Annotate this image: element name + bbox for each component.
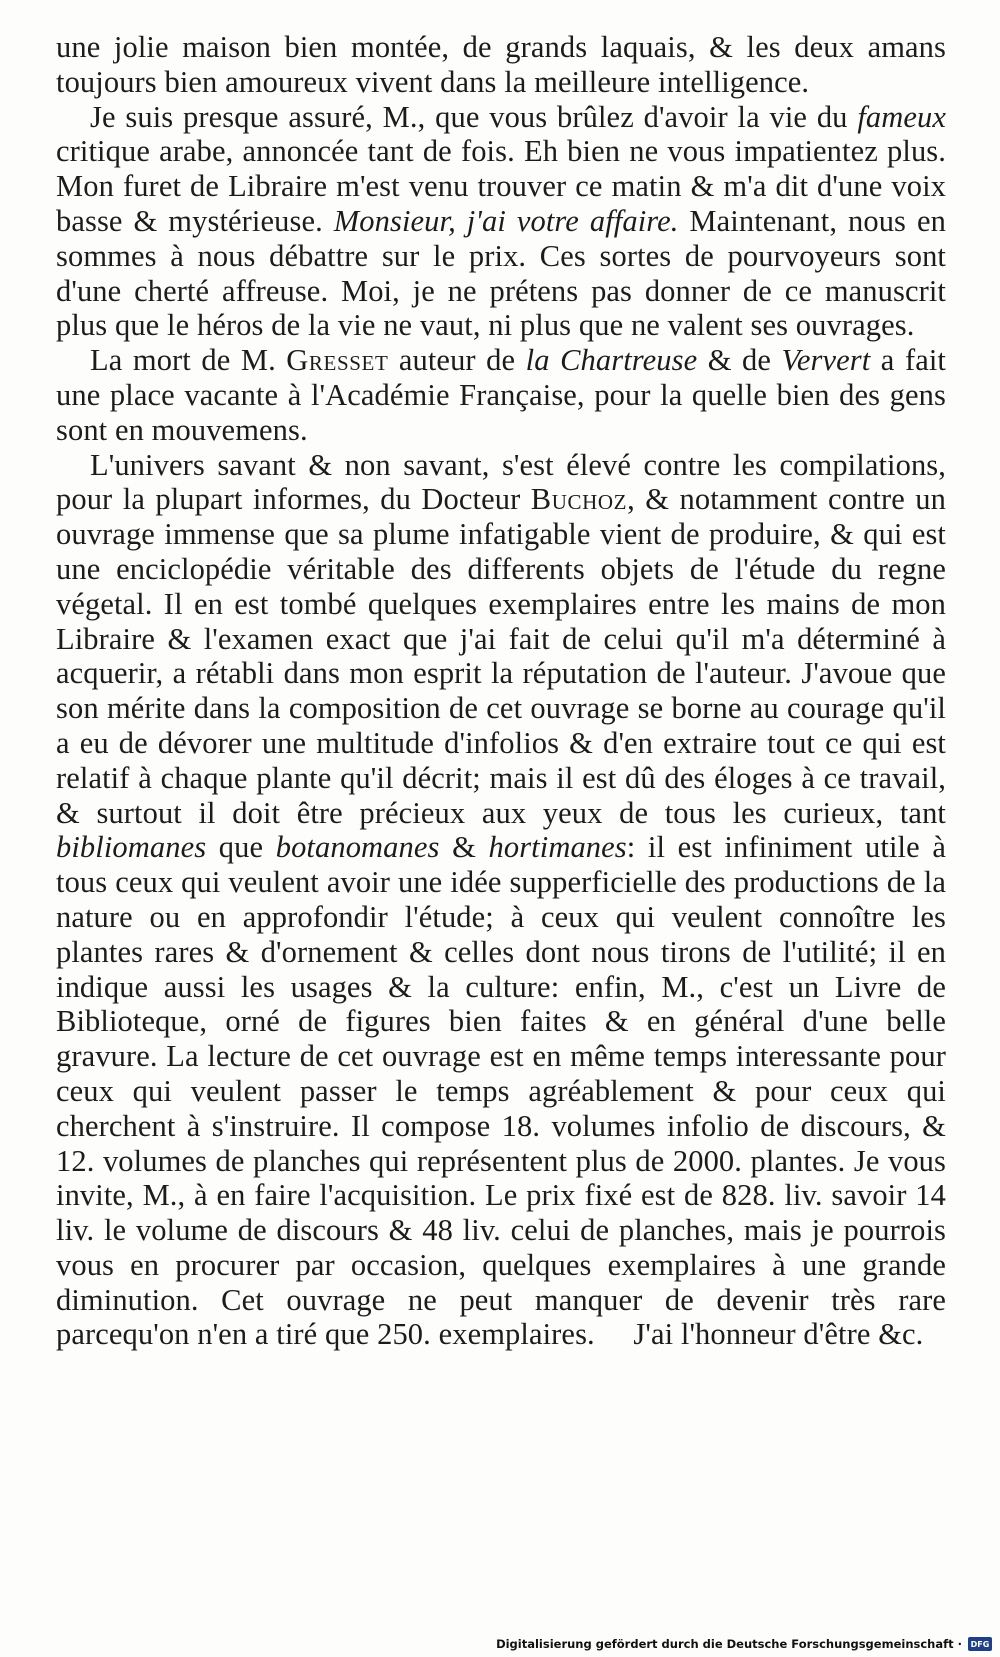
text-italic: Ververt bbox=[781, 343, 871, 378]
paragraph bbox=[56, 30, 946, 100]
text-run: Je suis presque assuré, M., que vous brûlez d'avoir la vie du bbox=[90, 99, 858, 134]
text-run: : il est infiniment utile à tous ceux qui veulent avoir une idée supperficielle des productions de la nature ou en approfondir l'étude; à ceux qui veulent connoître les plantes rares & d'ornement & celles dont nous tirons de l'utilité; il en indique aussi les usages & la culture: enfin, M., c'est un Livre de Biblioteque, orné de figures bien faites & en général d'une belle gravure. La lecture de cet ouvrage est en même temps interessante pour ceux qui veulent passer le temps agréablement & pour ceux qui cherchent à s'instruire. Il compose 18. volumes infolio de discours, & 12. volumes de planches qui représentent plus de 2000. plantes. Je vous invite, M., à en faire l'acquisition. Le prix fixé est de 828. liv. savoir 14 liv. le volume de discours & 48 liv. celui de planches, mais je pourrois vous en procurer par occasion, quelques exemplaires à une grande diminution. Cet ouvrage ne peut manquer de devenir très rare parcequ'on n'en a tiré que 250. exemplaires. bbox=[56, 830, 946, 1352]
text-smallcaps: Gresset bbox=[286, 343, 389, 378]
paragraph bbox=[56, 448, 946, 1353]
text-italic: bibliomanes bbox=[56, 830, 207, 865]
spacer bbox=[595, 1317, 634, 1351]
digitization-credit bbox=[496, 1637, 992, 1651]
text-run: , & notamment contre un ouvrage immense que sa plume infatigable vient de produire, & qui est une enciclopédie véritable des differents objets de l'étude du regne végetal. Il en est tombé quelques exemplaires entre les mains de mon Libraire & l'examen exact que j'ai fait de celui qu'il m'a déterminé à acquerir, a rétabli dans mon esprit la réputation de l'auteur. J'avoue que son mérite dans la composition de cet ouvrage se borne au courage qu'il a eu de dévorer une multitude d'infolios & d'en extraire tout ce qui est relatif à chaque plante qu'il décrit; mais il est dû des éloges à ce travail, & surtout il doit être précieux aux yeux de tous les curieux, tant bbox=[56, 482, 946, 830]
text-run: La mort de M. bbox=[90, 343, 287, 378]
paragraph bbox=[56, 343, 946, 447]
text-smallcaps: Buchoz bbox=[530, 482, 628, 517]
text-run: auteur de bbox=[388, 343, 526, 378]
text-italic: Monsieur, j'ai votre affaire. bbox=[333, 203, 679, 238]
text-italic: la Chartreuse bbox=[525, 343, 698, 378]
closing-line: J'ai l'honneur d'être &c. bbox=[633, 1317, 924, 1352]
text-run: Maintenant, nous en sommes à nous débattre sur le prix. Ces sortes de pourvoyeurs sont d'une cherté affreuse. Moi, je ne prétens pas donner de ce manuscrit plus que le héros de la vie ne vaut, ni plus que ne valent ses ouvrages. bbox=[56, 203, 946, 343]
text-run: & bbox=[439, 830, 489, 865]
text-run: a fait une place vacante à l'Académie Française, pour la quelle bien des gens sont en mouvemens. bbox=[56, 343, 946, 447]
dfg-logo-icon: DFG bbox=[968, 1637, 992, 1651]
text-run: L'univers savant & non savant, s'est élevé contre les compilations, pour la plupart informes, du Docteur bbox=[56, 447, 946, 517]
body-text bbox=[56, 30, 946, 1352]
text-italic: botanomanes bbox=[275, 830, 440, 865]
text-run: que bbox=[206, 830, 276, 865]
text-italic: fameux bbox=[857, 99, 946, 134]
text-italic: hortimanes bbox=[488, 830, 627, 865]
credit-text: Digitalisierung gefördert durch die Deutsche Forschungsgemeinschaft · bbox=[496, 1637, 962, 1651]
paragraph bbox=[56, 100, 946, 344]
text-run: une jolie maison bien montée, de grands laquais, & les deux amans toujours bien amoureux vivent dans la meilleure intelligence. bbox=[56, 30, 946, 99]
text-run: critique arabe, annoncée tant de fois. Eh bien ne vous impatientez plus. Mon furet de Libraire m'est venu trouver ce matin & m'a dit d'une voix basse & mystérieuse. bbox=[56, 134, 946, 238]
text-run: & de bbox=[697, 343, 782, 378]
